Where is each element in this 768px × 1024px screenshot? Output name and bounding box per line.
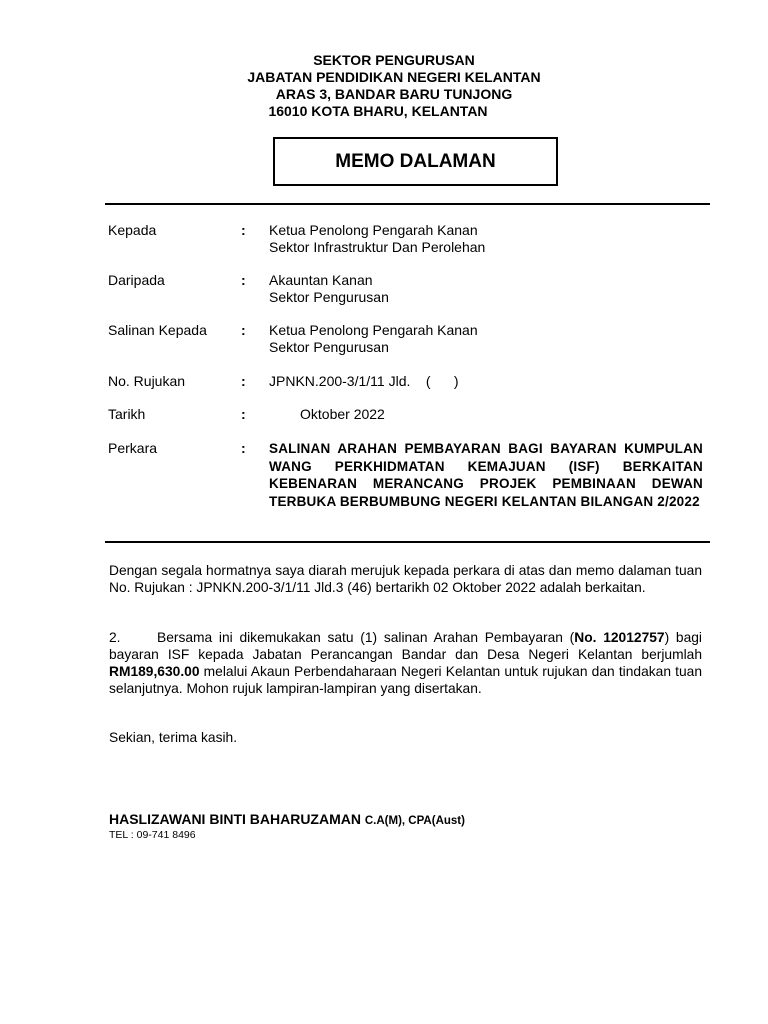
field-colon: : bbox=[241, 440, 246, 456]
field-value-salinan-2: Sektor Pengurusan bbox=[269, 339, 389, 355]
field-colon: : bbox=[241, 322, 246, 338]
field-label-kepada: Kepada bbox=[108, 222, 157, 238]
subject-text: SALINAN ARAHAN PEMBAYARAN BAGI BAYARAN KUMPULAN WANG PERKHIDMATAN KEMAJUAN (ISF) BERKAITAN KEBENARAN MERANCANG PROJEK PEMBINAAN DEWAN TERBUKA BERBUMBUNG NEGERI KELANTAN BILANGAN 2/2022 bbox=[269, 441, 703, 509]
paragraph-2-text-c: melalui Akaun Perbendaharaan Negeri Kelantan untuk rujukan dan tindakan tuan selanjutnya. Mohon rujuk lampiran-lampiran yang disertakan. bbox=[109, 664, 702, 696]
signatory-name bbox=[109, 811, 465, 827]
letterhead-postcode-city: 16010 KOTA BHARU, KELANTAN bbox=[268, 103, 488, 119]
field-value-daripada-1: Akauntan Kanan bbox=[269, 272, 373, 288]
letterhead bbox=[0, 52, 768, 120]
bottom-divider bbox=[105, 541, 710, 543]
field-colon: : bbox=[241, 222, 246, 238]
field-value-tarikh: Oktober 2022 bbox=[300, 406, 385, 422]
signatory-telephone: TEL : 09-741 8496 bbox=[109, 829, 196, 841]
signatory-credentials: C.A(M), CPA(Aust) bbox=[364, 815, 465, 827]
field-colon: : bbox=[241, 373, 246, 389]
memo-title: MEMO DALAMAN bbox=[273, 137, 558, 186]
field-value-daripada-2: Sektor Pengurusan bbox=[269, 289, 389, 305]
letterhead-address: ARAS 3, BANDAR BARU TUNJONG bbox=[275, 86, 513, 102]
field-label-rujukan: No. Rujukan bbox=[108, 373, 186, 389]
letterhead-sector: SEKTOR PENGURUSAN bbox=[313, 52, 475, 68]
payment-amount: RM189,630.00 bbox=[109, 664, 200, 679]
top-divider bbox=[105, 203, 710, 205]
body-paragraph-1: Dengan segala hormatnya saya diarah merujuk kepada perkara di atas dan memo dalaman tuan No. Rujukan : JPNKN.200-3/1/11 Jld.3 (46) bertarikh 02 Oktober 2022 adalah berkaitan. bbox=[109, 563, 702, 595]
field-colon: : bbox=[241, 406, 246, 422]
letterhead-department: JABATAN PENDIDIKAN NEGERI KELANTAN bbox=[247, 69, 541, 85]
payment-order-number: No. 12012757 bbox=[574, 630, 665, 645]
field-value-rujukan: JPNKN.200-3/1/11 Jld. ( ) bbox=[269, 373, 459, 389]
field-value-kepada-2: Sektor Infrastruktur Dan Perolehan bbox=[269, 239, 486, 255]
field-colon: : bbox=[241, 272, 246, 288]
closing-text: Sekian, terima kasih. bbox=[109, 730, 238, 745]
field-label-salinan: Salinan Kepada bbox=[108, 322, 207, 338]
paragraph-2-text-a: Bersama ini dikemukakan satu (1) salinan Arahan Pembayaran ( bbox=[157, 630, 575, 645]
paragraph-2-text-b: ) bagi bayaran ISF kepada Jabatan Perancangan Bandar dan Desa Negeri Kelantan berjumlah bbox=[109, 630, 702, 662]
field-label-tarikh: Tarikh bbox=[108, 406, 146, 422]
field-label-perkara: Perkara bbox=[108, 440, 158, 456]
paragraph-number: 2. bbox=[109, 630, 121, 645]
field-label-daripada: Daripada bbox=[108, 272, 165, 288]
field-value-kepada-1: Ketua Penolong Pengarah Kanan bbox=[269, 222, 478, 238]
signatory-name-text: HASLIZAWANI BINTI BAHARUZAMAN bbox=[109, 811, 361, 827]
field-value-salinan-1: Ketua Penolong Pengarah Kanan bbox=[269, 322, 478, 338]
body-paragraph-2 bbox=[109, 629, 702, 697]
